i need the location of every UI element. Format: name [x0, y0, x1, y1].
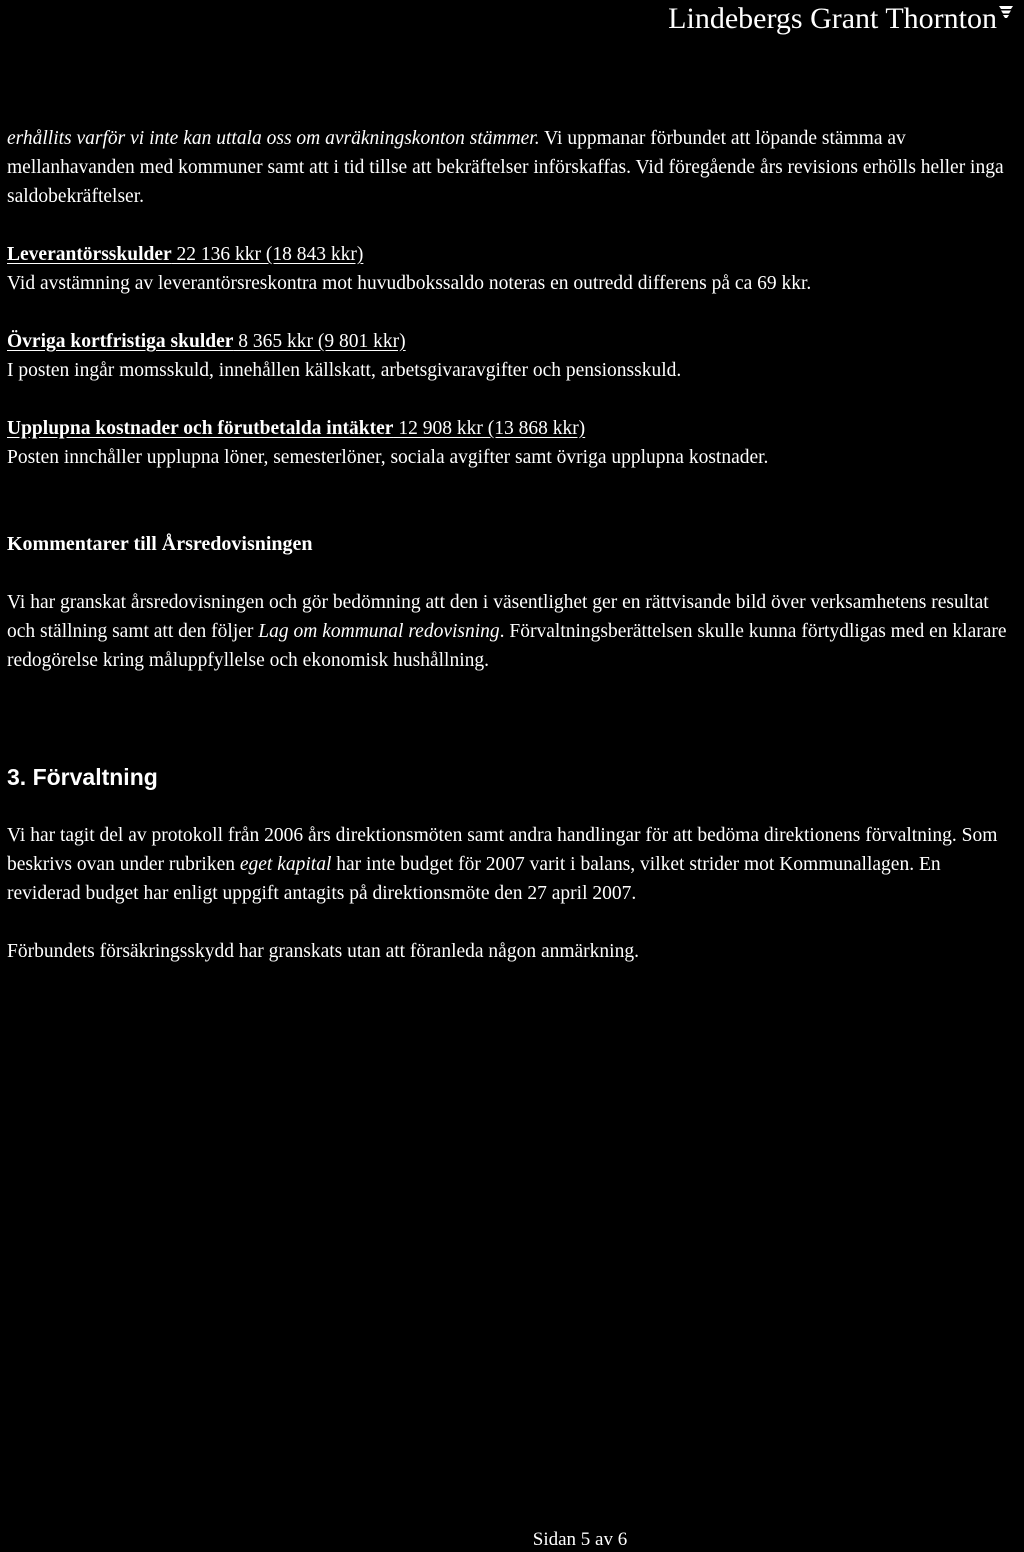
page-number — [0, 1528, 1024, 1552]
ovriga-heading-label: Övriga kortfristiga skulder — [7, 331, 234, 352]
leverantor-heading-amounts: 22 136 kkr (18 843 kkr) — [171, 244, 364, 265]
brand-name: Lindebergs Grant Thornton — [668, 2, 997, 35]
header-brand — [668, 2, 1014, 36]
kommentarer-text-after: . Förvaltningsberättelsen skulle kunna förtydligas med en klarare redogörelse kring måluppfyllelse och ekonomisk hushållning. — [7, 621, 1007, 671]
leverantor-body: Vid avstämning av leverantörsreskontra mot huvudbokssaldo noteras en outredd differens på ca 69 kkr. — [7, 273, 812, 294]
ovriga-body: I posten ingår momsskuld, innehållen källskatt, arbetsgivaravgifter och pensionsskuld. — [7, 360, 682, 381]
page-number-text: Sidan 5 av 6 — [532, 1529, 628, 1550]
ovriga-heading — [7, 327, 1012, 356]
document-body — [7, 124, 1012, 966]
forvaltning-p1-after: har inte budget för 2007 varit i balans, vilket strider mot Kommunallagen. En reviderad budget har enligt uppgift antagits på direktionsmöte den 27 april 2007. — [7, 854, 941, 904]
intro-paragraph — [7, 124, 1012, 211]
leverantor-heading — [7, 240, 1012, 269]
forvaltning-p1-italic: eget kapital — [239, 854, 332, 875]
upplupna-heading — [7, 414, 1012, 443]
grant-thornton-logo-icon — [998, 4, 1014, 20]
kommentarer-paragraph — [7, 588, 1012, 675]
kommentarer-italic: Lag om kommunal redovisning — [258, 621, 500, 642]
forvaltning-title: 3. Förvaltning — [7, 764, 158, 790]
upplupna-body: Posten innchåller upplupna löner, semesterlöner, sociala avgifter samt övriga upplupna kostnader. — [7, 447, 769, 468]
upplupna-heading-label: Upplupna kostnader och förutbetalda intäkter — [7, 418, 394, 439]
upplupna-heading-amounts: 12 908 kkr (13 868 kkr) — [393, 418, 586, 439]
intro-italic: erhållits varför vi inte kan uttala oss om avräkningskonton stämmer. — [7, 128, 540, 149]
intro-text: Vi uppmanar förbundet att löpande stämma av mellanhavanden med kommuner samt att i tid tillse att bekräftelser införskaffas. Vid föregående års revisions erhölls heller inga saldobekräftelser. — [7, 128, 1004, 207]
kommentarer-title: Kommentarer till Årsredovisningen — [7, 533, 313, 555]
forvaltning-paragraph-2: Förbundets försäkringsskydd har granskats utan att föranleda någon anmärkning. — [7, 941, 639, 962]
ovriga-heading-amounts: 8 365 kkr (9 801 kkr) — [233, 331, 406, 352]
leverantor-heading-label: Leverantörsskulder — [7, 244, 172, 265]
forvaltning-p1-before: Vi har tagit del av protokoll från 2006 års direktionsmöten samt andra handlingar för att bedöma direktionens förvaltning. Som beskrivs ovan under rubriken — [7, 825, 998, 875]
kommentarer-text-before: Vi har granskat årsredovisningen och gör bedömning att den i väsentlighet ger en rättvisande bild över verksamhetens resultat och ställning samt att den följer — [7, 592, 989, 642]
forvaltning-paragraph-1 — [7, 821, 1012, 908]
